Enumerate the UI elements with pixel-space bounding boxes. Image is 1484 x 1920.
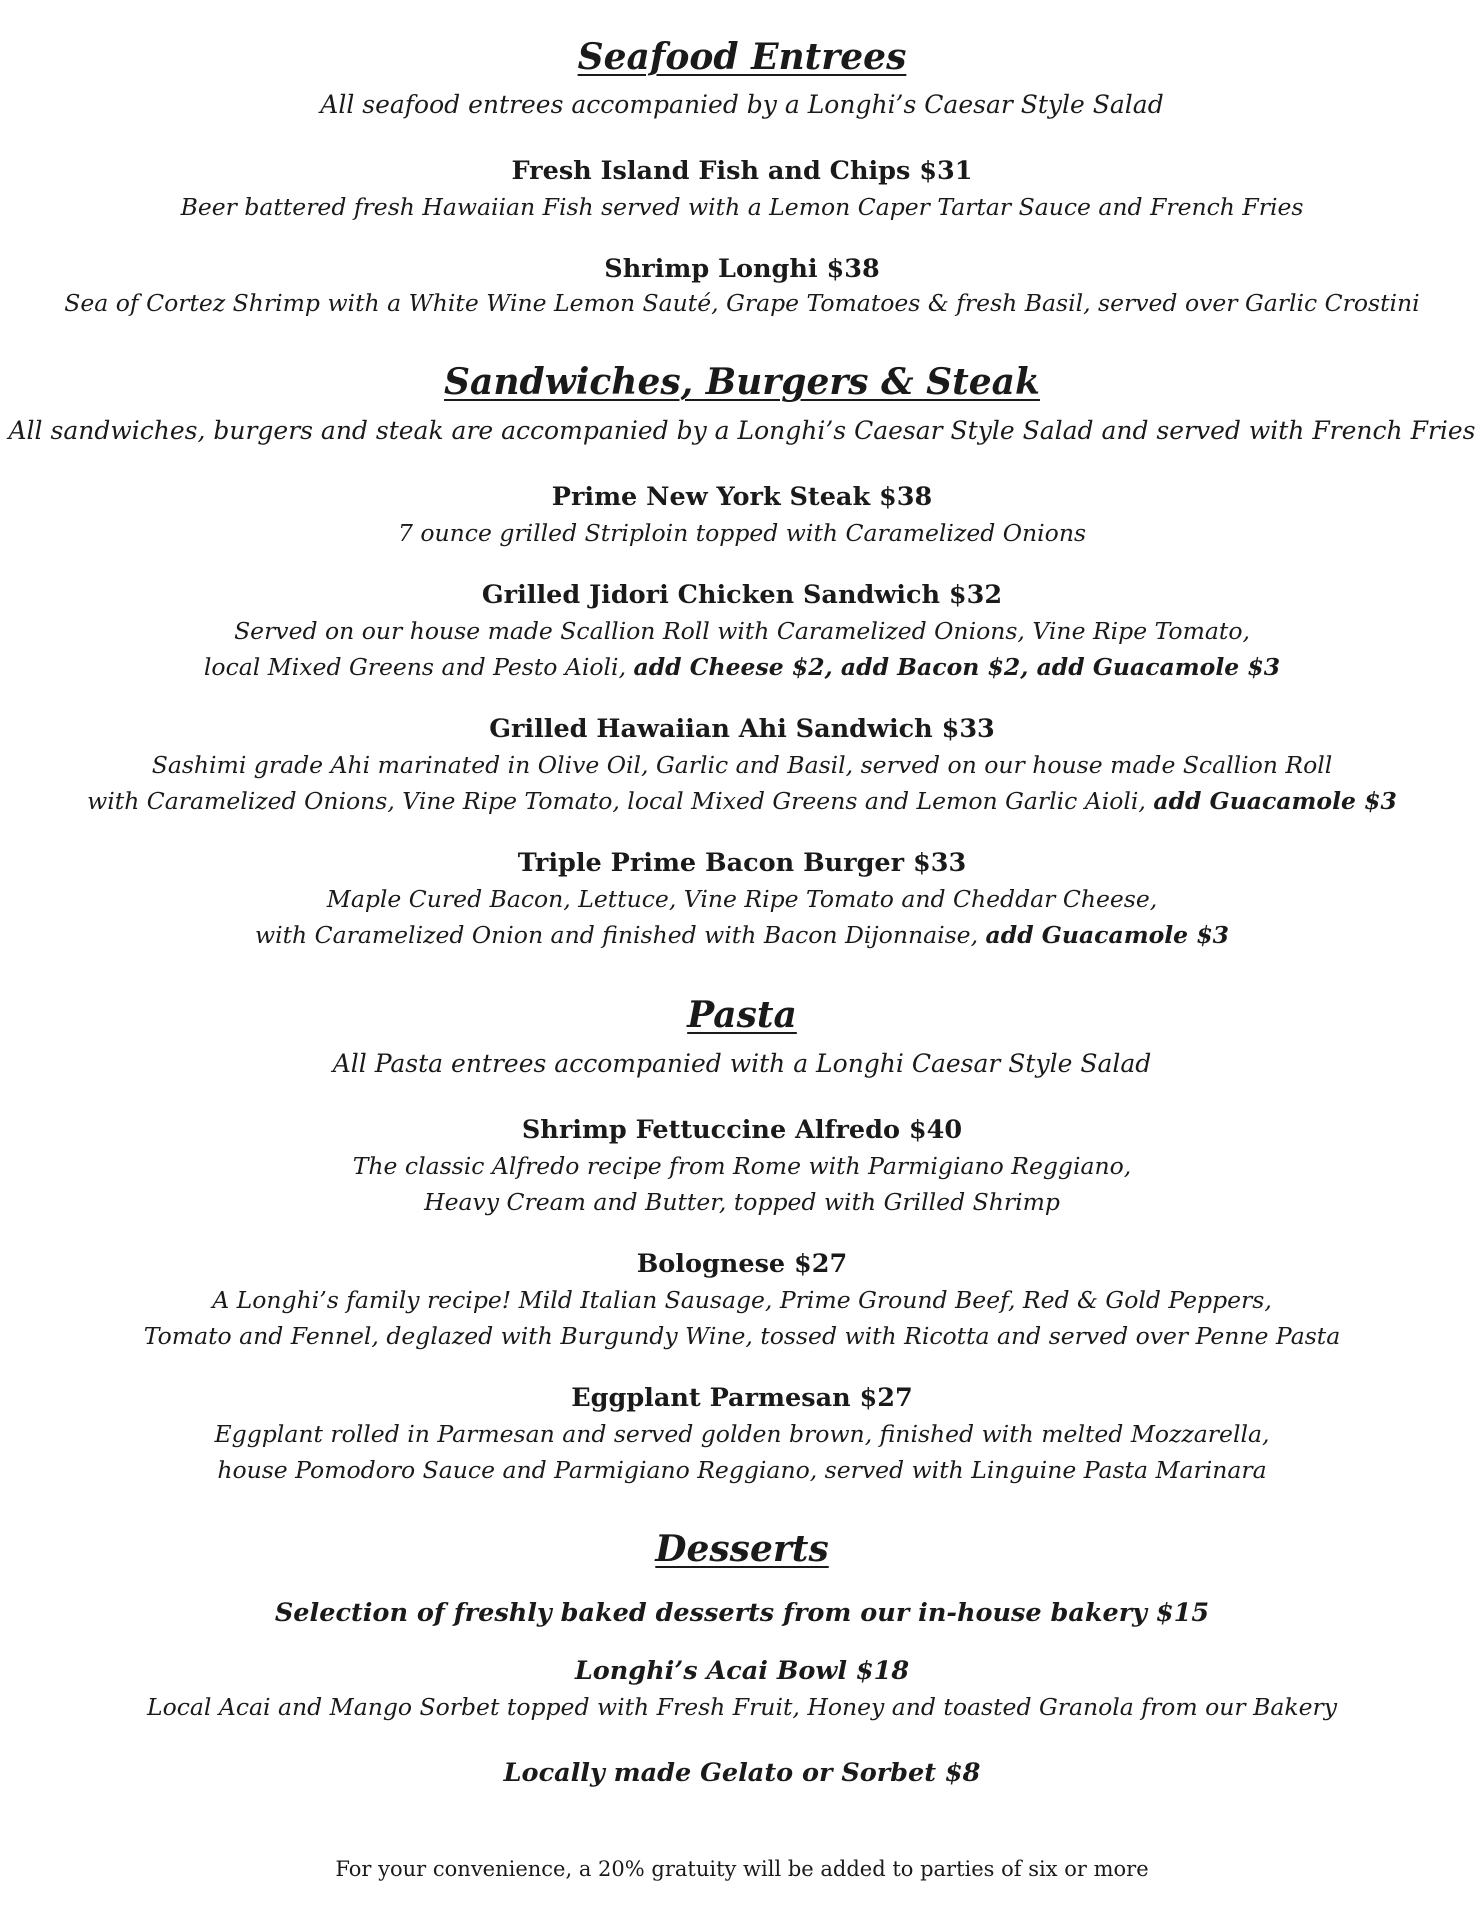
menu-item-title-ny-steak: Prime New York Steak $38 bbox=[551, 482, 933, 512]
menu-item-desc-shrimp-fettuccine-line2: Heavy Cream and Butter, topped with Grilled Shrimp bbox=[424, 1188, 1060, 1216]
menu-item-title-gelato-sorbet: Locally made Gelato or Sorbet $8 bbox=[503, 1758, 981, 1788]
menu-item-desc-acai-bowl: Local Acai and Mango Sorbet topped with Fresh Fruit, Honey and toasted Granola from our Bakery bbox=[146, 1693, 1338, 1721]
menu-item-desc-fish-and-chips: Beer battered fresh Hawaiian Fish served with a Lemon Caper Tartar Sauce and French Fries bbox=[180, 193, 1304, 221]
menu-item-desc-jidori-chicken-line1: Served on our house made Scallion Roll with Caramelized Onions, Vine Ripe Tomato, bbox=[234, 617, 1250, 645]
menu-item-desc-shrimp-longhi: Sea of Cortez Shrimp with a White Wine Lemon Sauté, Grape Tomatoes & fresh Basil, served over Garlic Crostini bbox=[64, 289, 1420, 317]
section-title-sandwiches: Sandwiches, Burgers & Steak bbox=[444, 361, 1040, 403]
menu-item-desc-bolognese-line2: Tomato and Fennel, deglazed with Burgundy Wine, tossed with Ricotta and served over Penne Pasta bbox=[143, 1322, 1341, 1350]
section-note-sandwiches: All sandwiches, burgers and steak are accompanied by a Longhi’s Caesar Style Salad and served with French Fries bbox=[8, 416, 1476, 445]
desc-text: with Caramelized Onion and finished with Bacon Dijonnaise, bbox=[254, 921, 986, 949]
gratuity-note: For your convenience, a 20% gratuity will be added to parties of six or more bbox=[335, 1857, 1149, 1881]
menu-item-title-shrimp-fettuccine: Shrimp Fettuccine Alfredo $40 bbox=[521, 1115, 963, 1145]
menu-item-desc-bacon-burger-line2 bbox=[0, 921, 1484, 949]
menu-item-title-eggplant-parmesan: Eggplant Parmesan $27 bbox=[571, 1383, 913, 1413]
menu-item-desc-shrimp-fettuccine-line1: The classic Alfredo recipe from Rome with Parmigiano Reggiano, bbox=[352, 1152, 1132, 1180]
menu-item-desc-eggplant-parmesan-line2: house Pomodoro Sauce and Parmigiano Reggiano, served with Linguine Pasta Marinara bbox=[217, 1456, 1267, 1484]
desc-text: local Mixed Greens and Pesto Aioli, bbox=[203, 653, 634, 681]
menu-item-title-bacon-burger: Triple Prime Bacon Burger $33 bbox=[517, 848, 967, 878]
add-ons-text: add Guacamole $3 bbox=[1153, 787, 1397, 815]
menu-item-title-shrimp-longhi: Shrimp Longhi $38 bbox=[604, 254, 880, 284]
desc-text: with Caramelized Onions, Vine Ripe Tomato, local Mixed Greens and Lemon Garlic Aioli, bbox=[87, 787, 1154, 815]
section-note-pasta: All Pasta entrees accompanied with a Longhi Caesar Style Salad bbox=[332, 1049, 1152, 1078]
section-note-seafood: All seafood entrees accompanied by a Longhi’s Caesar Style Salad bbox=[320, 90, 1164, 119]
menu-item-title-fish-and-chips: Fresh Island Fish and Chips $31 bbox=[511, 156, 973, 186]
add-ons-text: add Guacamole $3 bbox=[985, 921, 1230, 949]
menu-item-desc-bacon-burger-line1: Maple Cured Bacon, Lettuce, Vine Ripe Tomato and Cheddar Cheese, bbox=[326, 885, 1158, 913]
menu-item-title-ahi-sandwich: Grilled Hawaiian Ahi Sandwich $33 bbox=[489, 714, 995, 744]
menu-item-desc-ahi-sandwich-line1: Sashimi grade Ahi marinated in Olive Oil, Garlic and Basil, served on our house made Scallion Roll bbox=[151, 751, 1333, 779]
section-title-pasta: Pasta bbox=[687, 994, 797, 1036]
menu-item-desc-ahi-sandwich-line2 bbox=[0, 787, 1484, 815]
menu-item-title-bolognese: Bolognese $27 bbox=[636, 1249, 848, 1279]
section-title-seafood: Seafood Entrees bbox=[577, 36, 907, 78]
menu-item-desc-eggplant-parmesan-line1: Eggplant rolled in Parmesan and served golden brown, finished with melted Mozzarella, bbox=[214, 1420, 1270, 1448]
menu-item-desc-jidori-chicken-line2 bbox=[0, 653, 1484, 681]
section-title-desserts: Desserts bbox=[655, 1528, 829, 1570]
menu-item-desc-ny-steak: 7 ounce grilled Striploin topped with Caramelized Onions bbox=[397, 519, 1087, 547]
menu-item-title-jidori-chicken: Grilled Jidori Chicken Sandwich $32 bbox=[481, 580, 1003, 610]
menu-item-desc-bolognese-line1: A Longhi’s family recipe! Mild Italian Sausage, Prime Ground Beef, Red & Gold Peppers, bbox=[212, 1286, 1272, 1314]
add-ons-text: add Cheese $2, add Bacon $2, add Guacamole $3 bbox=[633, 653, 1281, 681]
menu-item-title-acai-bowl: Longhi’s Acai Bowl $18 bbox=[574, 1656, 910, 1686]
menu-item-title-bakery-desserts: Selection of freshly baked desserts from our in-house bakery $15 bbox=[274, 1598, 1210, 1628]
